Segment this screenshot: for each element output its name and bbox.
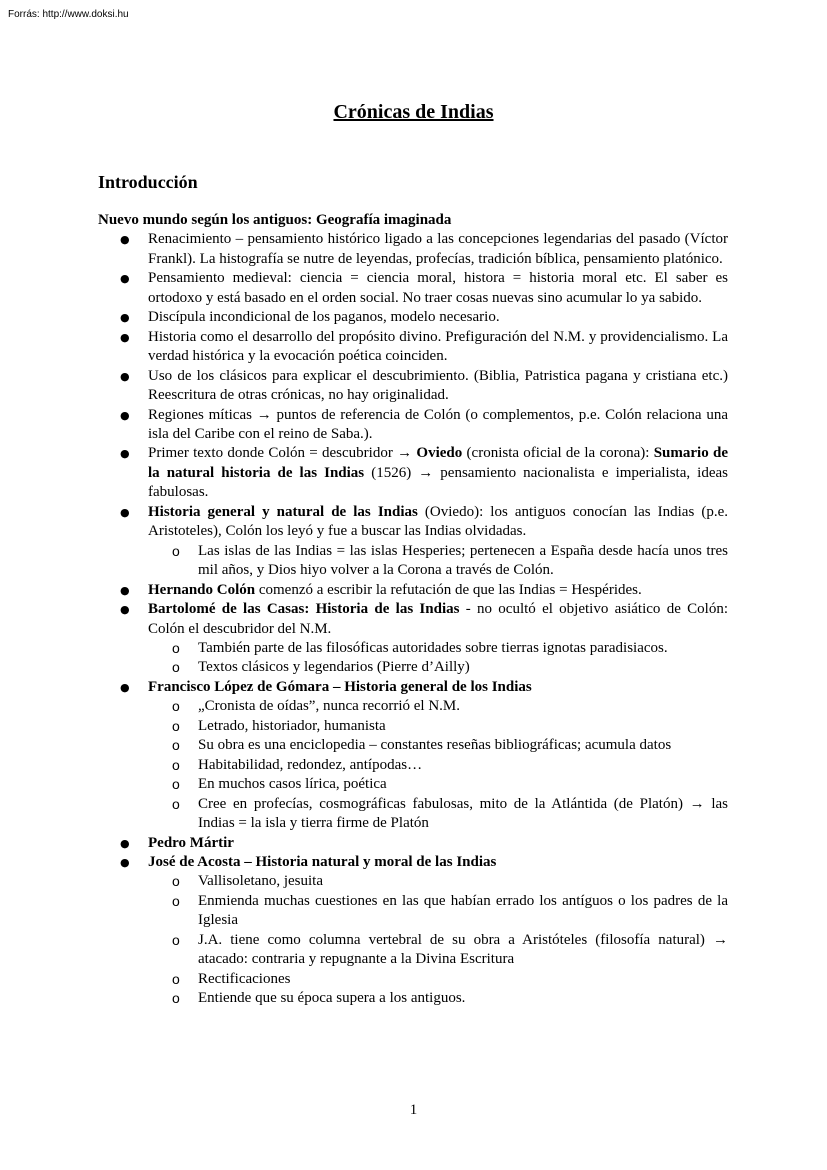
list-item: ● Primer texto donde Colón = descubridor → Oviedo (cronista oficial de la corona): Sumario de la natural historia de las Indias (1526) → pensamiento nacionalista e imperialista, ideas fabulosas.	[120, 445, 729, 501]
circle-bullet-icon: o	[172, 892, 180, 909]
arrow-icon: →	[418, 464, 434, 481]
document-body	[98, 211, 728, 1009]
section-heading: Introducción	[98, 172, 198, 192]
list-item: ● José de Acosta – Historia natural y moral de las Indias o Vallisoletano, jesuita o Enmienda muchas cuestiones en las que habían errado los antíguos o los padres de la Iglesia o J.A. tiene como columna vertebral de su obra a Aristóteles (filosofía natural) → atacado: contraria y repugnante a la Divina Escritura o Rectificaciones o Entiende que su época supera a los antiguos.	[98, 853, 728, 1009]
list-item: ● Historia como el desarrollo del propósito divino. Prefiguración del N.M. y providencialismo. La verdad histórica y la evocación poética coinciden.	[120, 328, 728, 365]
list-item: ● Historia general y natural de las Indias (Oviedo): los antiguos conocían las Indias (p.e. Aristoteles), Colón los leyó y fue a buscar las Indias olvidadas. o Las islas de las Indias = las islas Hesperies; pertenecen a España desde hacía unos tres mil años, y Dios hiyo volver a la Corona a través de Colón.	[98, 503, 728, 581]
arrow-icon: →	[713, 931, 728, 948]
circle-bullet-icon: o	[172, 698, 180, 715]
sub-list-item: o „Cronista de oídas”, nunca recorrió el N.M.	[148, 697, 728, 716]
bullet-icon: ●	[120, 680, 130, 694]
bullet-icon: ●	[120, 505, 130, 519]
list-item: ● Hernando Colón comenzó a escribir la refutación de que las Indias = Hespérides.	[98, 581, 728, 600]
bullet-list	[98, 230, 728, 1008]
circle-bullet-icon: o	[172, 737, 180, 754]
sub-list-item: o Las islas de las Indias = las islas Hesperies; pertenecen a España desde hacía unos tres mil años, y Dios hiyo volver a la Corona a través de Colón.	[172, 542, 728, 579]
arrow-icon: →	[397, 445, 413, 462]
source-url: Forrás: http://www.doksi.hu	[8, 9, 129, 20]
list-item: ● Pensamiento medieval: ciencia = ciencia moral, histora = historia moral etc. El saber es ortodoxo y está basado en el orden social. No traer cosas nuevas sino acumular lo ya sabido.	[120, 270, 728, 306]
subsection-heading: Nuevo mundo según los antiguos: Geografía imaginada	[98, 212, 452, 228]
bullet-icon: ●	[120, 330, 130, 344]
sub-list	[148, 542, 728, 581]
arrow-icon: →	[689, 795, 705, 812]
sub-list-item: o Su obra es una enciclopedia – constantes reseñas bibliográficas; acumula datos	[148, 736, 728, 755]
bullet-icon: ●	[120, 369, 130, 383]
circle-bullet-icon: o	[172, 659, 180, 676]
circle-bullet-icon: o	[172, 873, 180, 890]
page-number: 1	[409, 1102, 418, 1118]
sub-list-item: o Enmienda muchas cuestiones en las que habían errado los antíguos o los padres de la Iglesia	[172, 892, 728, 929]
bullet-icon: ●	[120, 311, 130, 325]
list-item: ● Francisco López de Gómara – Historia general de los Indias o „Cronista de oídas”, nunca recorrió el N.M. o Letrado, historiador, humanista o Su obra es una enciclopedia – constantes reseñas bibliográficas; acumula datos o Habitabilidad, redondez, antípodas… o En muchos casos lírica, poética o Cree en profecías, cosmográficas fabulosas, mito de la Atlántida (de Platón) → las Indias = la isla y tierra firme de Platón	[98, 678, 728, 834]
sub-list-item: o Letrado, historiador, humanista	[148, 717, 728, 736]
sub-list-item: o También parte de las filosóficas autoridades sobre tierras ignotas paradisiacos.	[148, 639, 728, 658]
circle-bullet-icon: o	[172, 756, 180, 773]
circle-bullet-icon: o	[172, 795, 180, 812]
sub-list-item: o Habitabilidad, redondez, antípodas…	[148, 756, 728, 775]
sub-list-item: o Rectificaciones	[148, 970, 728, 989]
circle-bullet-icon: o	[172, 542, 180, 559]
sub-list-item: o Vallisoletano, jesuita	[148, 872, 728, 891]
circle-bullet-icon: o	[172, 776, 180, 793]
bullet-icon: ●	[120, 447, 130, 461]
list-item: ● Renacimiento – pensamiento histórico ligado a las concepciones legendarias del pasado (Víctor Frankl). La histografía se nutre de leyendas, profecías, tradición bíblica, pensamiento platónico.	[120, 231, 728, 267]
sub-list	[148, 697, 728, 833]
circle-bullet-icon: o	[172, 931, 180, 948]
bullet-icon: ●	[120, 603, 130, 617]
sub-list	[148, 639, 728, 678]
bullet-icon: ●	[120, 836, 130, 850]
circle-bullet-icon: o	[172, 717, 180, 734]
bullet-icon: ●	[120, 272, 130, 286]
bullet-icon: ●	[120, 408, 130, 422]
arrow-icon: →	[256, 406, 272, 423]
bullet-icon: ●	[120, 583, 130, 597]
circle-bullet-icon: o	[172, 990, 180, 1007]
sub-list-item: o Textos clásicos y legendarios (Pierre d’Ailly)	[148, 658, 728, 677]
list-item: ● Discípula incondicional de los paganos, modelo necesario.	[98, 308, 728, 327]
sub-list-item: o Cree en profecías, cosmográficas fabulosas, mito de la Atlántida (de Platón) → las Indias = la isla y tierra firme de Platón	[172, 795, 728, 832]
list-item: ● Bartolomé de las Casas: Historia de las Indias - no ocultó el objetivo asiático de Colón: Colón el descubridor del N.M. o También parte de las filosóficas autoridades sobre tierras ignotas paradisiacos. o Textos clásicos y legendarios (Pierre d’Ailly)	[98, 600, 728, 678]
sub-list-item: o En muchos casos lírica, poética	[148, 775, 728, 794]
bullet-icon: ●	[120, 233, 130, 247]
list-item: ● Uso de los clásicos para explicar el descubrimiento. (Biblia, Patristica pagana y cristiana etc.) Reescritura de otras crónicas, no hay originalidad.	[120, 367, 728, 404]
sub-list-item: o Entiende que su época supera a los antiguos.	[148, 989, 728, 1008]
list-item: ● Regiones míticas → puntos de referencia de Colón (o complementos, p.e. Colón relaciona una isla del Caribe con el reino de Saba.).	[120, 406, 729, 442]
page-title: Crónicas de Indias	[333, 101, 494, 123]
circle-bullet-icon: o	[172, 970, 180, 987]
bullet-icon: ●	[120, 855, 130, 869]
circle-bullet-icon: o	[172, 639, 180, 656]
list-item: ● Pedro Mártir	[98, 834, 728, 853]
sub-list-item: o J.A. tiene como columna vertebral de su obra a Aristóteles (filosofía natural) → atacado: contraria y repugnante a la Divina Escritura	[172, 931, 728, 968]
sub-list	[148, 872, 728, 1008]
